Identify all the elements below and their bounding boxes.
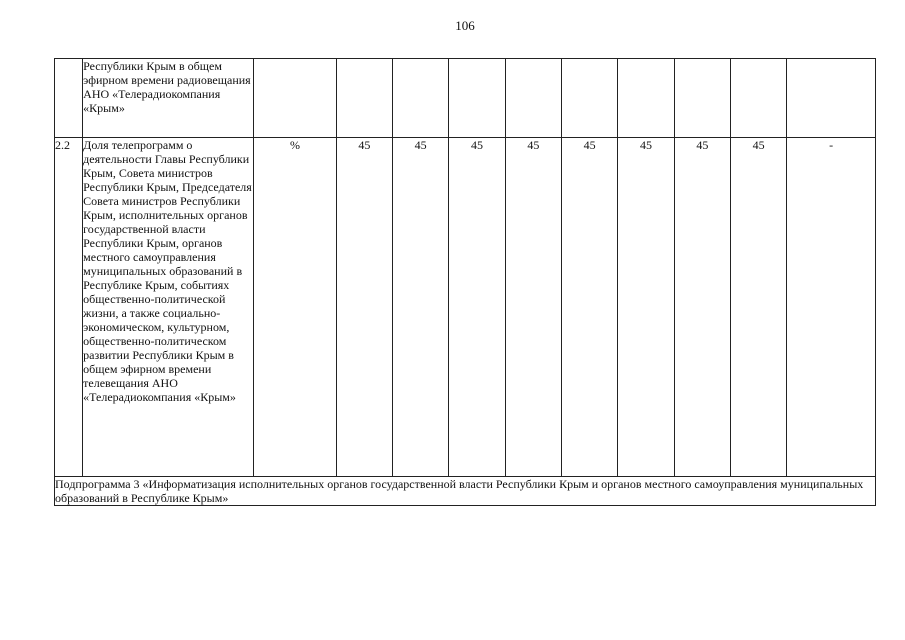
- value-cell: 45: [505, 138, 561, 477]
- subprogram-heading: Подпрограмма 3 «Информатизация исполнительных органов государственной власти Республики Крым и органов местного самоуправления муниципальных образований в Республике Крым»: [55, 477, 876, 506]
- table-row: [55, 59, 876, 138]
- last-value-cell: -: [787, 138, 876, 477]
- value-cell: 45: [562, 138, 618, 477]
- subprogram-row: [55, 477, 876, 506]
- indicators-table: [54, 58, 876, 506]
- indicator-name-cell: Доля телепрограмм о деятельности Главы Республики Крым, Совета министров Республики Крым, Председателя Совета министров Республики Крым, исполнительных органов государственной власти Республики Крым, органов местного самоуправления муниципальных образований в Республике Крым, событиях общественно-политической жизни, а также социально-экономическом, культурном, общественно-политическом развитии Республики Крым в общем эфирном времени телевещания АНО «Телерадиокомпания «Крым»: [83, 138, 254, 477]
- row-number-cell: [55, 59, 83, 138]
- unit-cell: %: [254, 138, 337, 477]
- table-row: [55, 138, 876, 477]
- value-cell: 45: [336, 138, 392, 477]
- page-number: 106: [455, 18, 475, 33]
- unit-cell: [254, 59, 337, 138]
- value-cell: [449, 59, 505, 138]
- value-cell: [562, 59, 618, 138]
- value-cell: [618, 59, 674, 138]
- value-cell: [674, 59, 730, 138]
- value-cell: [730, 59, 786, 138]
- row-number-cell: 2.2: [55, 138, 83, 477]
- value-cell: [393, 59, 449, 138]
- value-cell: 45: [674, 138, 730, 477]
- last-value-cell: [787, 59, 876, 138]
- value-cell: [505, 59, 561, 138]
- value-cell: 45: [618, 138, 674, 477]
- value-cell: 45: [393, 138, 449, 477]
- value-cell: [336, 59, 392, 138]
- indicator-name-cell: Республики Крым в общем эфирном времени радиовещания АНО «Телерадиокомпания «Крым»: [83, 59, 254, 138]
- value-cell: 45: [449, 138, 505, 477]
- value-cell: 45: [730, 138, 786, 477]
